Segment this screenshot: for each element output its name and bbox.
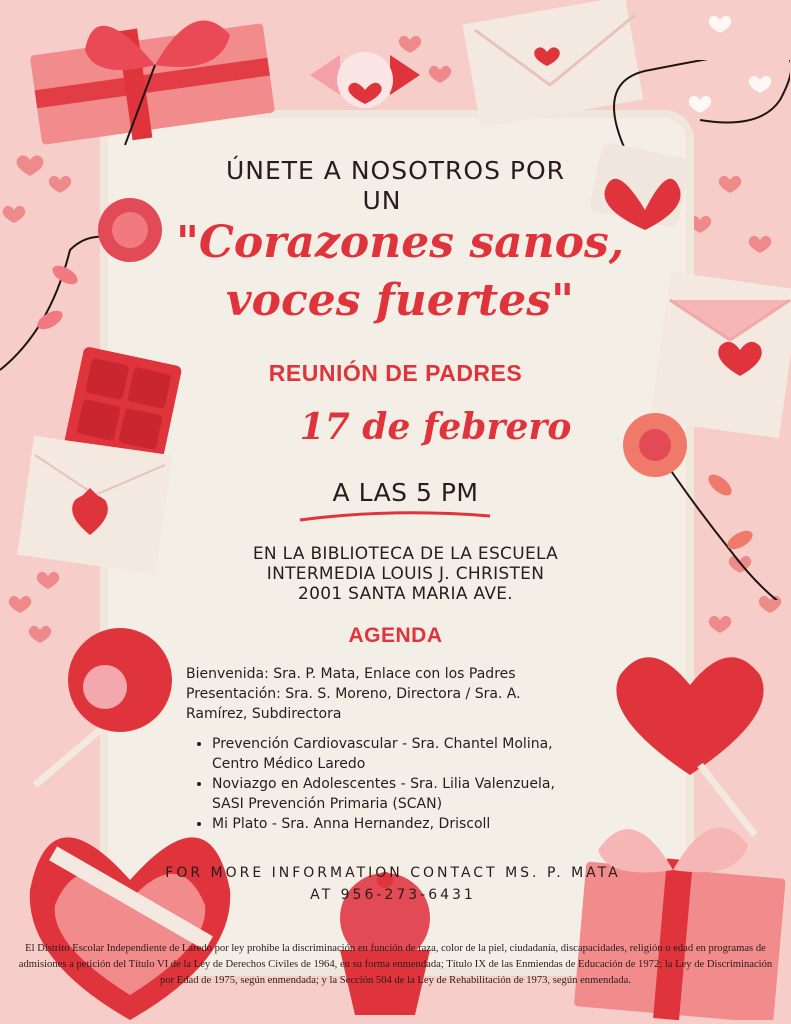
- gift-box-icon: [25, 0, 285, 150]
- agenda-heading: AGENDA: [348, 624, 443, 647]
- agenda-item: • Prevención Cardiovascular - Sra. Chantel Molina, Centro Médico Laredo: [212, 734, 586, 774]
- contact-info: FOR MORE INFORMATION CONTACT MS. P. MATA AT 956-273-6431: [165, 865, 621, 903]
- event-date: 17 de febrero: [299, 406, 572, 448]
- lollipop-icon: [25, 625, 195, 805]
- agenda-item: • Mi Plato - Sra. Anna Hernandez, Driscoll: [212, 814, 586, 834]
- header-line-2: UN: [362, 186, 402, 215]
- candy-icon: [300, 20, 430, 130]
- header-line-1: ÚNETE A NOSOTROS POR: [225, 156, 566, 185]
- agenda-list: [186, 664, 586, 834]
- heart-icon: [429, 66, 452, 83]
- agenda-item: • Noviazgo en Adolescentes - Sra. Lilia Valenzuela, SASI Prevención Primaria (SCAN): [212, 774, 586, 814]
- nondiscrimination-notice: El Distrito Escolar Independiente de Laredo por ley prohíbe la discriminación en función de raza, color de la piel, ciudadanía, discapacidades, religión o edad en programas de admisiones a petición del Título VI de la Ley de Derechos Civiles de 1964, en su forma enmendada; Título IX de las Enmiendas de Educación de 1972; la Ley de Discriminación por Edad de 1975, según enmendada; y la Sección 504 de la Ley de Rehabilitación de 1973, según enmendada.: [18, 943, 773, 986]
- location-line-2: INTERMEDIA LOUIS J. CHRISTEN: [266, 564, 545, 584]
- agenda-presentation: Presentación: Sra. S. Moreno, Directora / Sra. A. Ramírez, Subdirectora: [186, 686, 521, 722]
- agenda-items: [186, 734, 586, 834]
- event-location: [10, 544, 791, 604]
- heart-icon: [749, 236, 772, 253]
- agenda-welcome: Bienvenida: Sra. P. Mata, Enlace con los Padres: [186, 666, 516, 682]
- event-type: REUNIÓN DE PADRES: [268, 360, 523, 386]
- location-line-3: 2001 SANTA MARIA AVE.: [298, 584, 513, 604]
- underline-swash: [295, 508, 495, 528]
- heart-bag-icon: [590, 60, 790, 230]
- location-line-1: EN LA BIBLIOTECA DE LA ESCUELA: [252, 544, 559, 564]
- event-title: "Corazones sanos, voces fuertes": [175, 217, 625, 326]
- event-time: A LAS 5 PM: [332, 478, 479, 507]
- heart-box-icon: [20, 820, 240, 1020]
